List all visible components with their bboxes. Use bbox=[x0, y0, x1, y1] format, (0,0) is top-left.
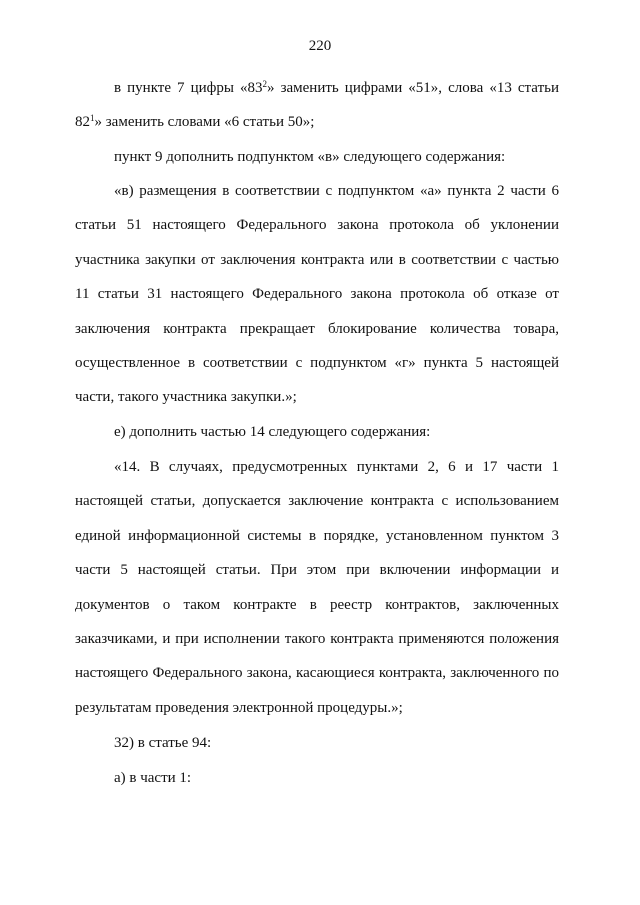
paragraph-line: пункт 9 дополнить подпунктом «в» следующего содержания: bbox=[114, 149, 506, 165]
text-fragment: 82 bbox=[75, 114, 90, 130]
paragraph-line: документов о таком контракте в реестр контрактов, заключенных bbox=[75, 597, 559, 613]
paragraph-line: а) в части 1: bbox=[114, 770, 192, 786]
paragraph-line: части 5 настоящей статьи. При этом при включении информации и bbox=[75, 562, 559, 578]
paragraph-line: части, такого участника закупки.»; bbox=[75, 389, 297, 405]
paragraph-line: единой информационной системы в порядке, установленном пунктом 3 bbox=[75, 528, 559, 544]
paragraph-line: заказчиками, и при исполнении такого контракта применяются положения bbox=[75, 631, 559, 647]
paragraph-line: настоящей статьи, допускается заключение контракта с использованием bbox=[75, 493, 559, 509]
superscript: 1 bbox=[90, 113, 95, 123]
paragraph-line: 32) в статье 94: bbox=[114, 735, 212, 751]
text-fragment: » заменить цифрами «51», слова «13 статьи bbox=[267, 80, 559, 96]
paragraph-line: осуществленное в соответствии с подпунктом «г» пункта 5 настоящей bbox=[75, 355, 559, 371]
text-fragment: » заменить словами «6 статьи 50»; bbox=[94, 114, 315, 130]
paragraph-line: «в) размещения в соответствии с подпунктом «а» пункта 2 части 6 bbox=[114, 183, 559, 199]
paragraph-line: заключения контракта прекращает блокирование количества товара, bbox=[75, 321, 559, 337]
paragraph-line: е) дополнить частью 14 следующего содержания: bbox=[114, 424, 431, 440]
paragraph-line: «14. В случаях, предусмотренных пунктами 2, 6 и 17 части 1 bbox=[114, 459, 559, 475]
paragraph-line: результатам проведения электронной процедуры.»; bbox=[75, 700, 403, 716]
paragraph-line: настоящего Федерального закона, касающиеся контракта, заключенного по bbox=[75, 665, 559, 681]
paragraph-line: 11 статьи 31 настоящего Федерального закона протокола об отказе от bbox=[75, 286, 559, 302]
paragraph-line: статьи 51 настоящего Федерального закона протокола об уклонении bbox=[75, 217, 559, 233]
paragraph-line bbox=[75, 112, 314, 132]
superscript: 2 bbox=[262, 79, 268, 89]
page-number: 220 bbox=[308, 38, 332, 54]
text-fragment: в пункте 7 цифры «83 bbox=[114, 80, 263, 96]
paragraph-line bbox=[114, 78, 559, 98]
paragraph-line: участника закупки от заключения контракта или в соответствии с частью bbox=[75, 252, 559, 268]
